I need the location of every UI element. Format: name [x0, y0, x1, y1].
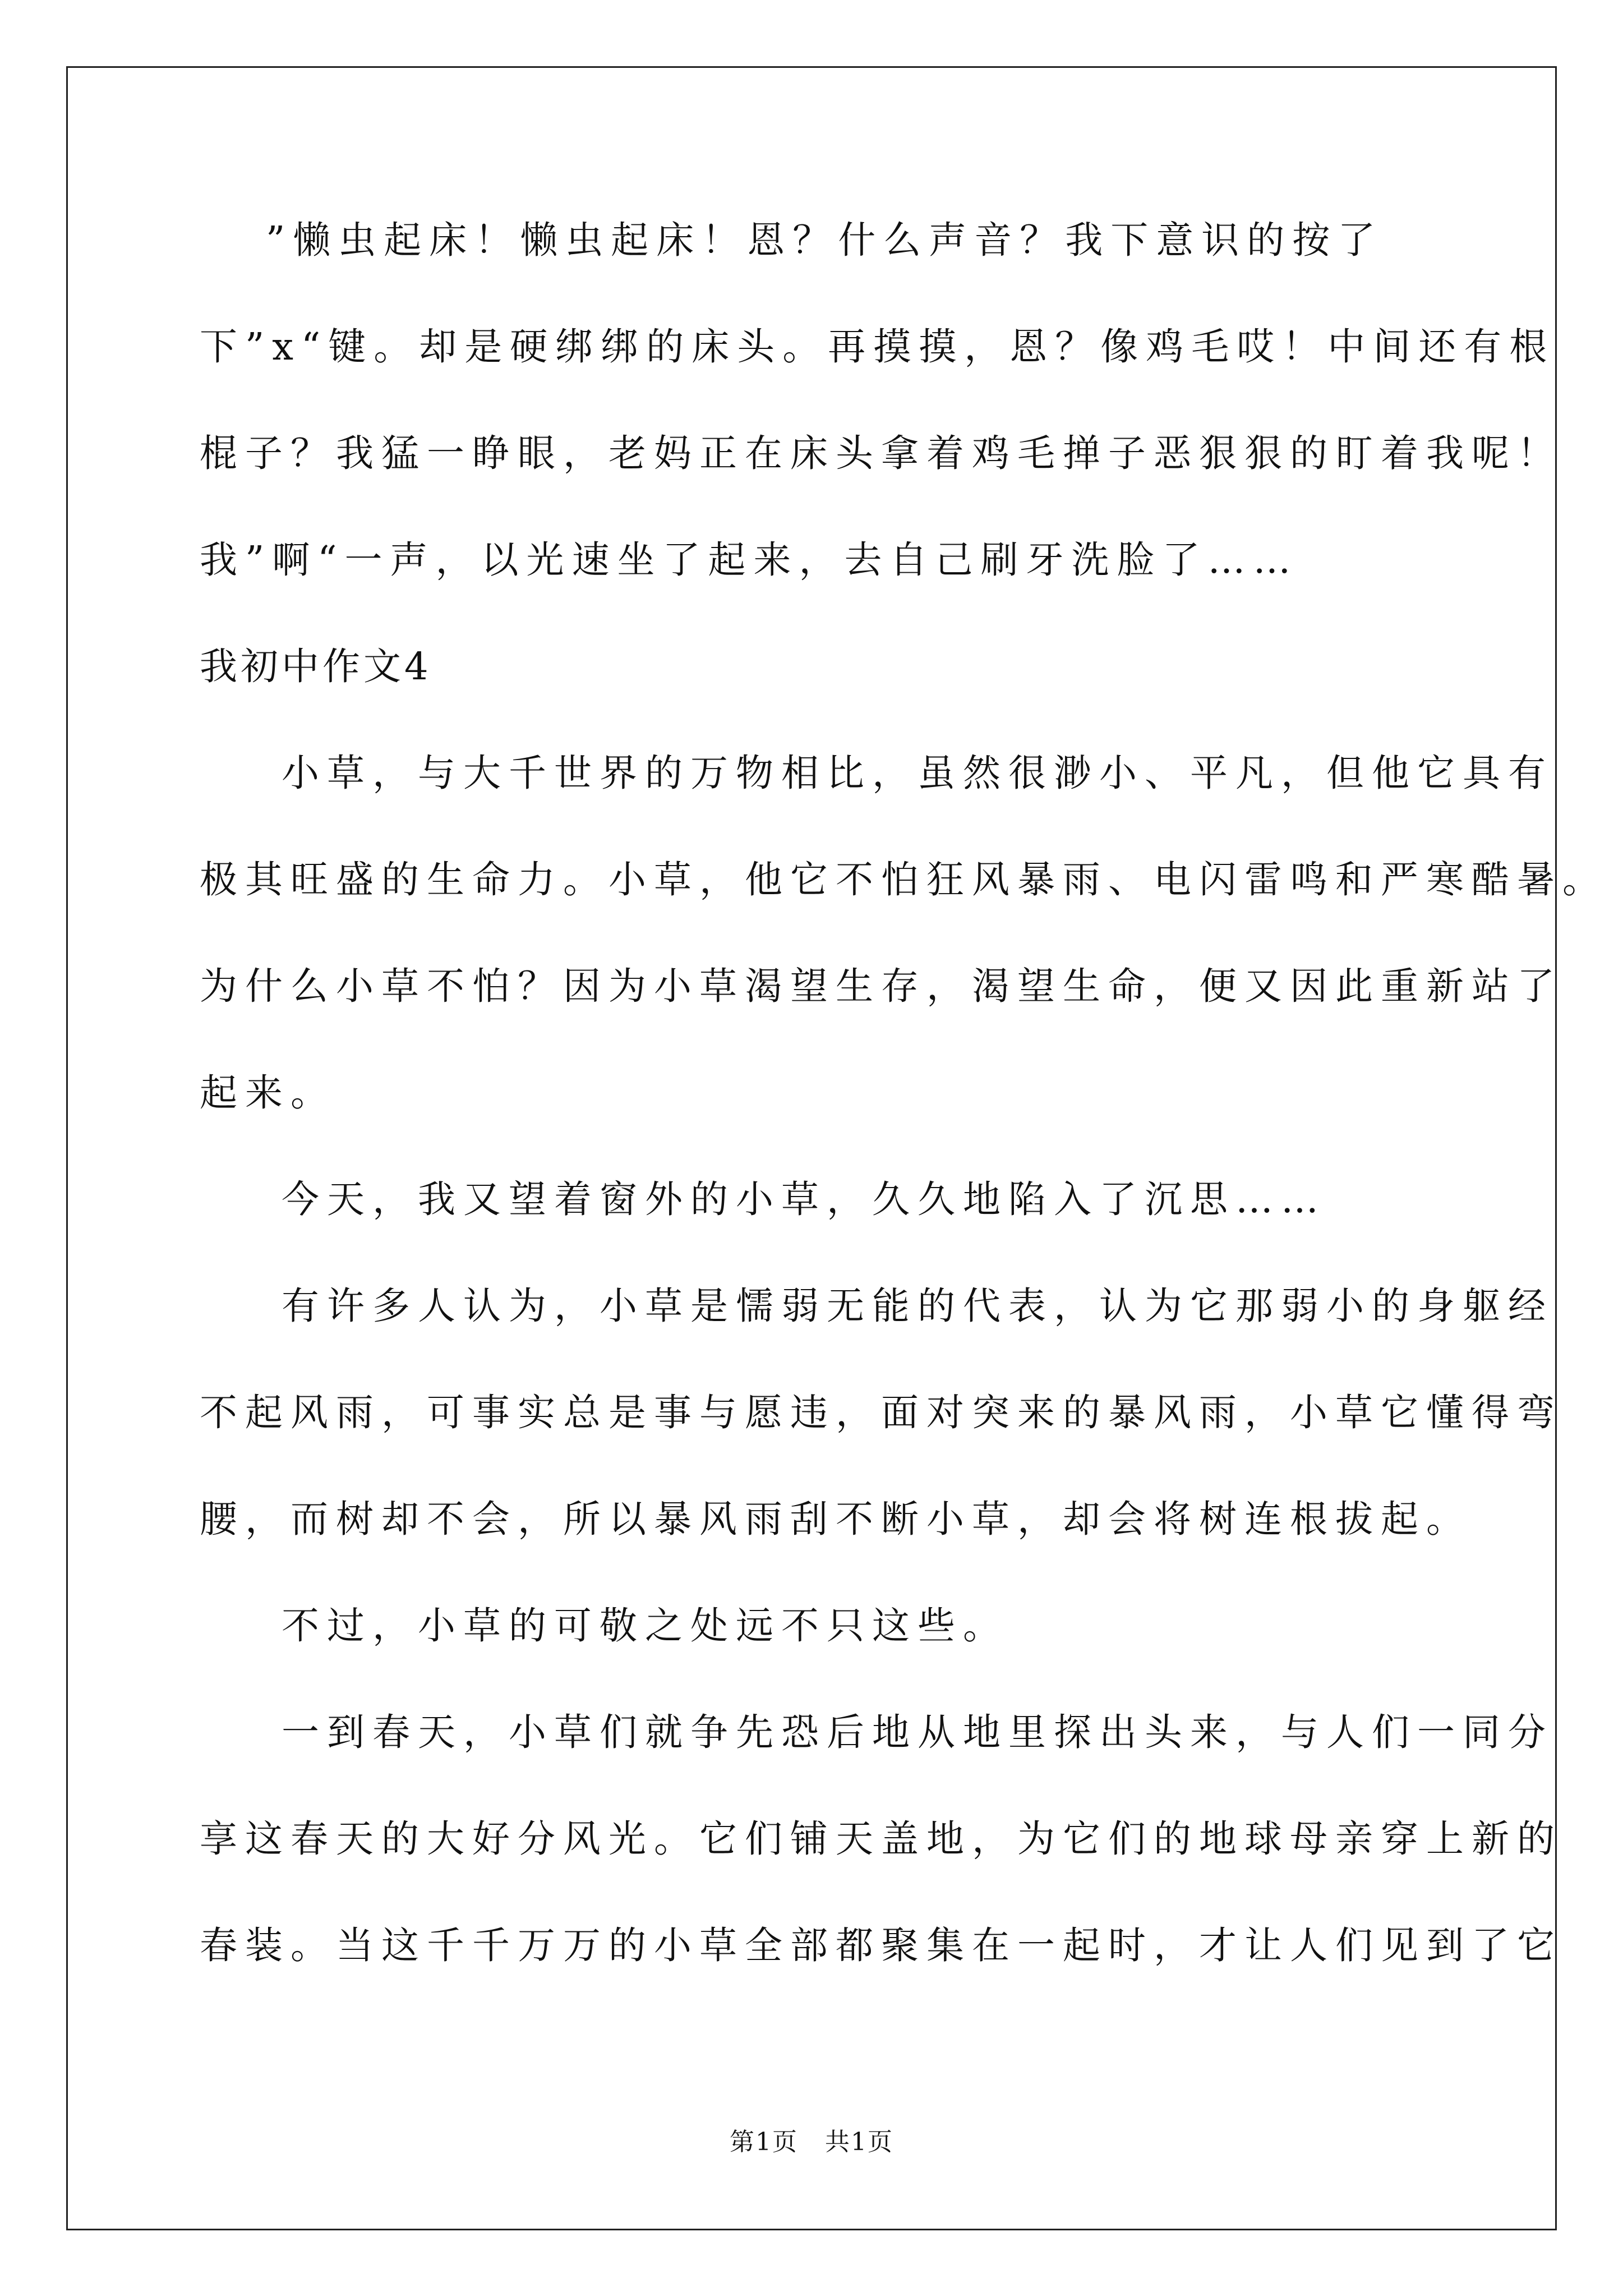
section-heading: 我初中作文4	[200, 645, 432, 688]
paragraph-line: 极其旺盛的生命力。小草，他它不怕狂风暴雨、电闪雷鸣和严寒酷暑。	[200, 858, 1608, 901]
paragraph-line: 享这春天的大好分风光。它们铺天盖地，为它们的地球母亲穿上新的	[200, 1817, 1562, 1861]
paragraph-line: 不过，小草的可敬之处远不只这些。	[282, 1604, 1008, 1648]
paragraph-line: 不起风雨，可事实总是事与愿违，面对突来的暴风雨，小草它懂得弯	[200, 1391, 1562, 1434]
paragraph-line: 小草，与大千世界的万物相比，虽然很渺小、平凡，但他它具有	[282, 751, 1553, 795]
paragraph-line: 有许多人认为，小草是懦弱无能的代表，认为它那弱小的身躯经	[282, 1284, 1553, 1328]
paragraph-line: 棍子？我猛一睁眼，老妈正在床头拿着鸡毛掸子恶狠狠的盯着我呢！	[200, 431, 1562, 475]
page-number-footer: 第1页 共1页	[730, 2128, 893, 2156]
paragraph-line: 一到春天，小草们就争先恐后地从地里探出头来，与人们一同分	[282, 1710, 1553, 1754]
paragraph-line: 我”啊“一声，以光速坐了起来，去自己刷牙洗脸了……	[200, 538, 1299, 582]
paragraph-line: 腰，而树却不会，所以暴风雨刮不断小草，却会将树连根拔起。	[200, 1497, 1472, 1541]
document-body	[200, 213, 1608, 2025]
paragraph-line: 下”x“键。却是硬绑绑的床头。再摸摸，恩？像鸡毛哎！中间还有根	[200, 325, 1555, 369]
paragraph-line: 为什么小草不怕？因为小草渴望生存，渴望生命，便又因此重新站了	[200, 964, 1562, 1008]
paragraph-line: 春装。当这千千万万的小草全部都聚集在一起时，才让人们见到了它	[200, 1924, 1562, 1967]
paragraph-line: ”懒虫起床！懒虫起床！恩？什么声音？我下意识的按了	[266, 218, 1384, 262]
paragraph-line: 今天，我又望着窗外的小草，久久地陷入了沉思……	[282, 1177, 1326, 1221]
paragraph-line: 起来。	[200, 1071, 336, 1115]
